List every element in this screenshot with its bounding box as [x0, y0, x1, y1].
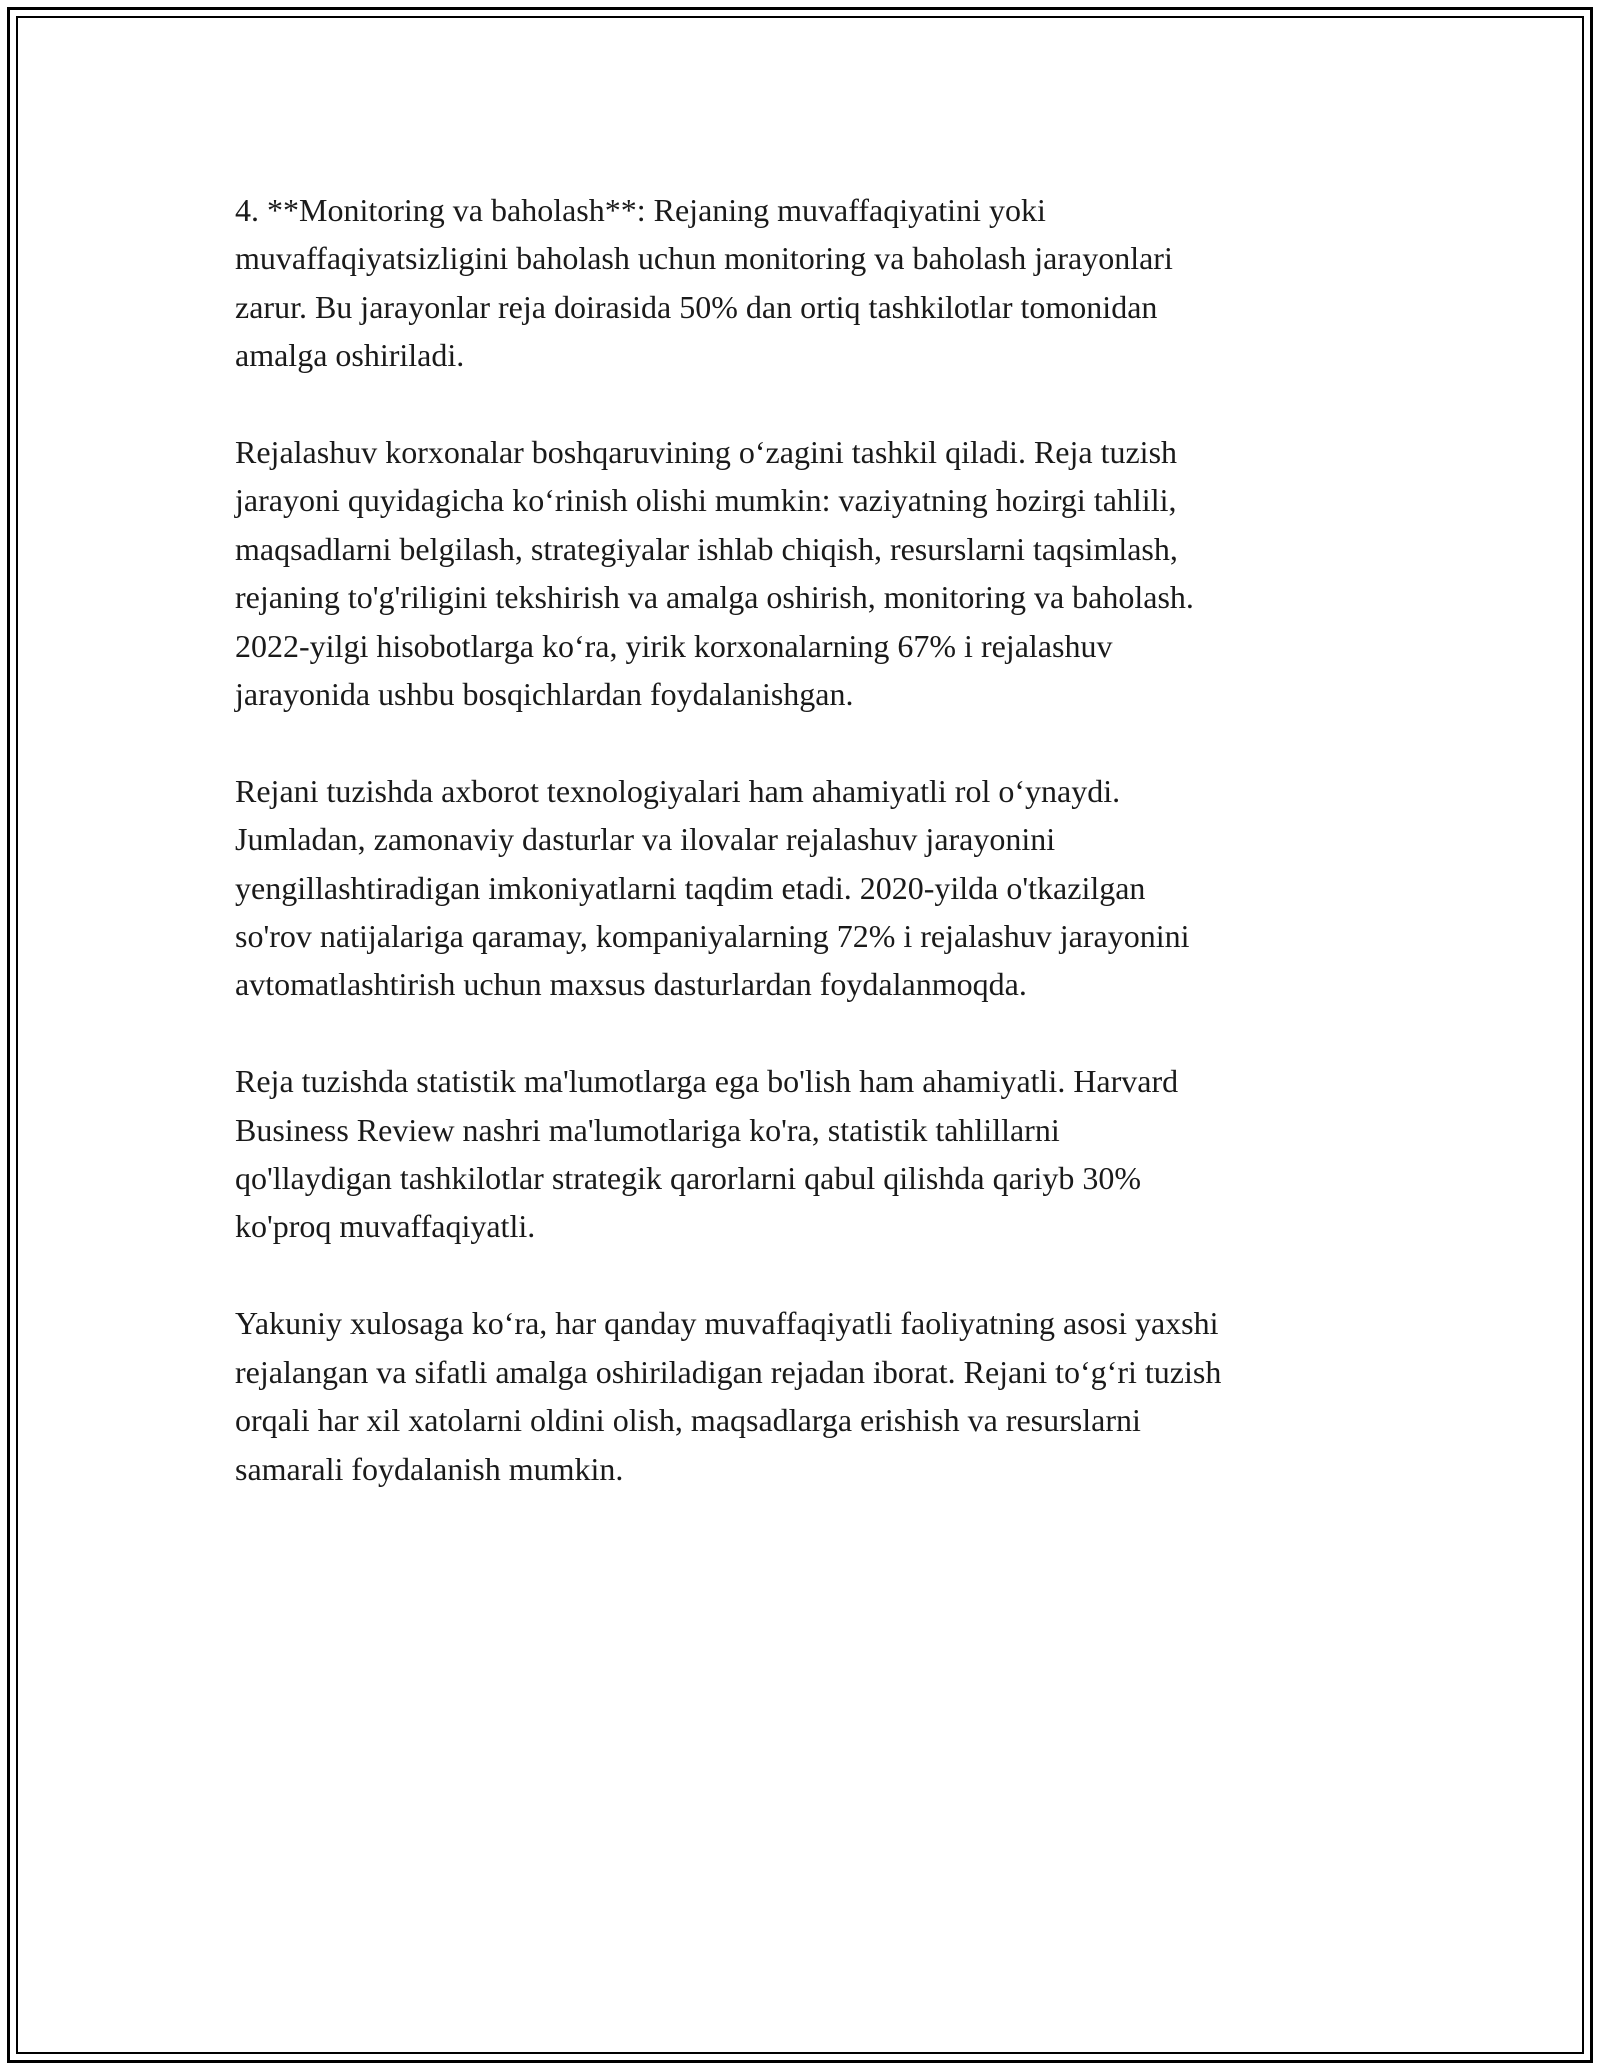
- text-line: maqsadlarni belgilash, strategiyalar ishlab chiqish, resurslarni taqsimlash,: [235, 530, 1178, 567]
- text-line: 4. **Monitoring va baholash**: Rejaning muvaffaqiyatini yoki: [235, 192, 1046, 228]
- text-line: amalga oshiriladi.: [235, 337, 465, 374]
- text-line: Rejani tuzishda axborot texnologiyalari ham ahamiyatli rol o‘ynaydi.: [235, 772, 1121, 809]
- text-line: 2022-yilgi hisobotlarga ko‘ra, yirik korxonalarning 67% i rejalashuv: [235, 627, 1113, 664]
- text-line: Jumladan, zamonaviy dasturlar va ilovalar rejalashuv jarayonini: [235, 821, 1056, 858]
- text-line: rejalangan va sifatli amalga oshiriladigan rejadan iborat. Rejani to‘g‘ri tuzish: [235, 1353, 1222, 1390]
- text-line: yengillashtiradigan imkoniyatlarni taqdim etadi. 2020-yilda o'tkazilgan: [235, 869, 1146, 906]
- text-line: avtomatlashtirish uchun maxsus dasturlardan foydalanmoqda.: [235, 966, 1027, 1003]
- paragraph-conclusion: [235, 1299, 1385, 1493]
- paragraph-statistics: [235, 1057, 1385, 1251]
- text-line: jarayoni quyidagicha ko‘rinish olishi mumkin: vaziyatning hozirgi tahlili,: [235, 482, 1177, 519]
- text-line: Yakuniy xulosaga ko‘ra, har qanday muvaffaqiyatli faoliyatning asosi yaxshi: [235, 1305, 1219, 1342]
- text-line: rejaning to'g'riligini tekshirish va amalga oshirish, monitoring va baholash.: [235, 579, 1194, 616]
- text-line: orqali har xil xatolarni oldini olish, maqsadlarga erishish va resurslarni: [235, 1402, 1141, 1439]
- paragraph-it-role: [235, 767, 1385, 1009]
- text-line: jarayonida ushbu bosqichlardan foydalanishgan.: [235, 676, 854, 713]
- text-line: Rejalashuv korxonalar boshqaruvining o‘zagini tashkil qiladi. Reja tuzish: [235, 434, 1178, 471]
- text-line: so'rov natijalariga qaramay, kompaniyalarning 72% i rejalashuv jarayonini: [235, 918, 1190, 955]
- paragraph-monitoring: [235, 186, 1385, 380]
- document-body: [235, 186, 1385, 1541]
- text-line: Reja tuzishda statistik ma'lumotlarga ega bo'lish ham ahamiyatli. Harvard: [235, 1063, 1179, 1100]
- paragraph-planning-process: [235, 428, 1385, 718]
- text-line: ko'proq muvaffaqiyatli.: [235, 1208, 536, 1245]
- text-line: muvaffaqiyatsizligini baholash uchun monitoring va baholash jarayonlari: [235, 240, 1173, 277]
- text-line: zarur. Bu jarayonlar reja doirasida 50% dan ortiq tashkilotlar tomonidan: [235, 288, 1158, 325]
- text-line: qo'llaydigan tashkilotlar strategik qarorlarni qabul qilishda qariyb 30%: [235, 1160, 1141, 1197]
- text-line: Business Review nashri ma'lumotlariga ko'ra, statistik tahlillarni: [235, 1111, 1060, 1148]
- text-line: samarali foydalanish mumkin.: [235, 1450, 624, 1487]
